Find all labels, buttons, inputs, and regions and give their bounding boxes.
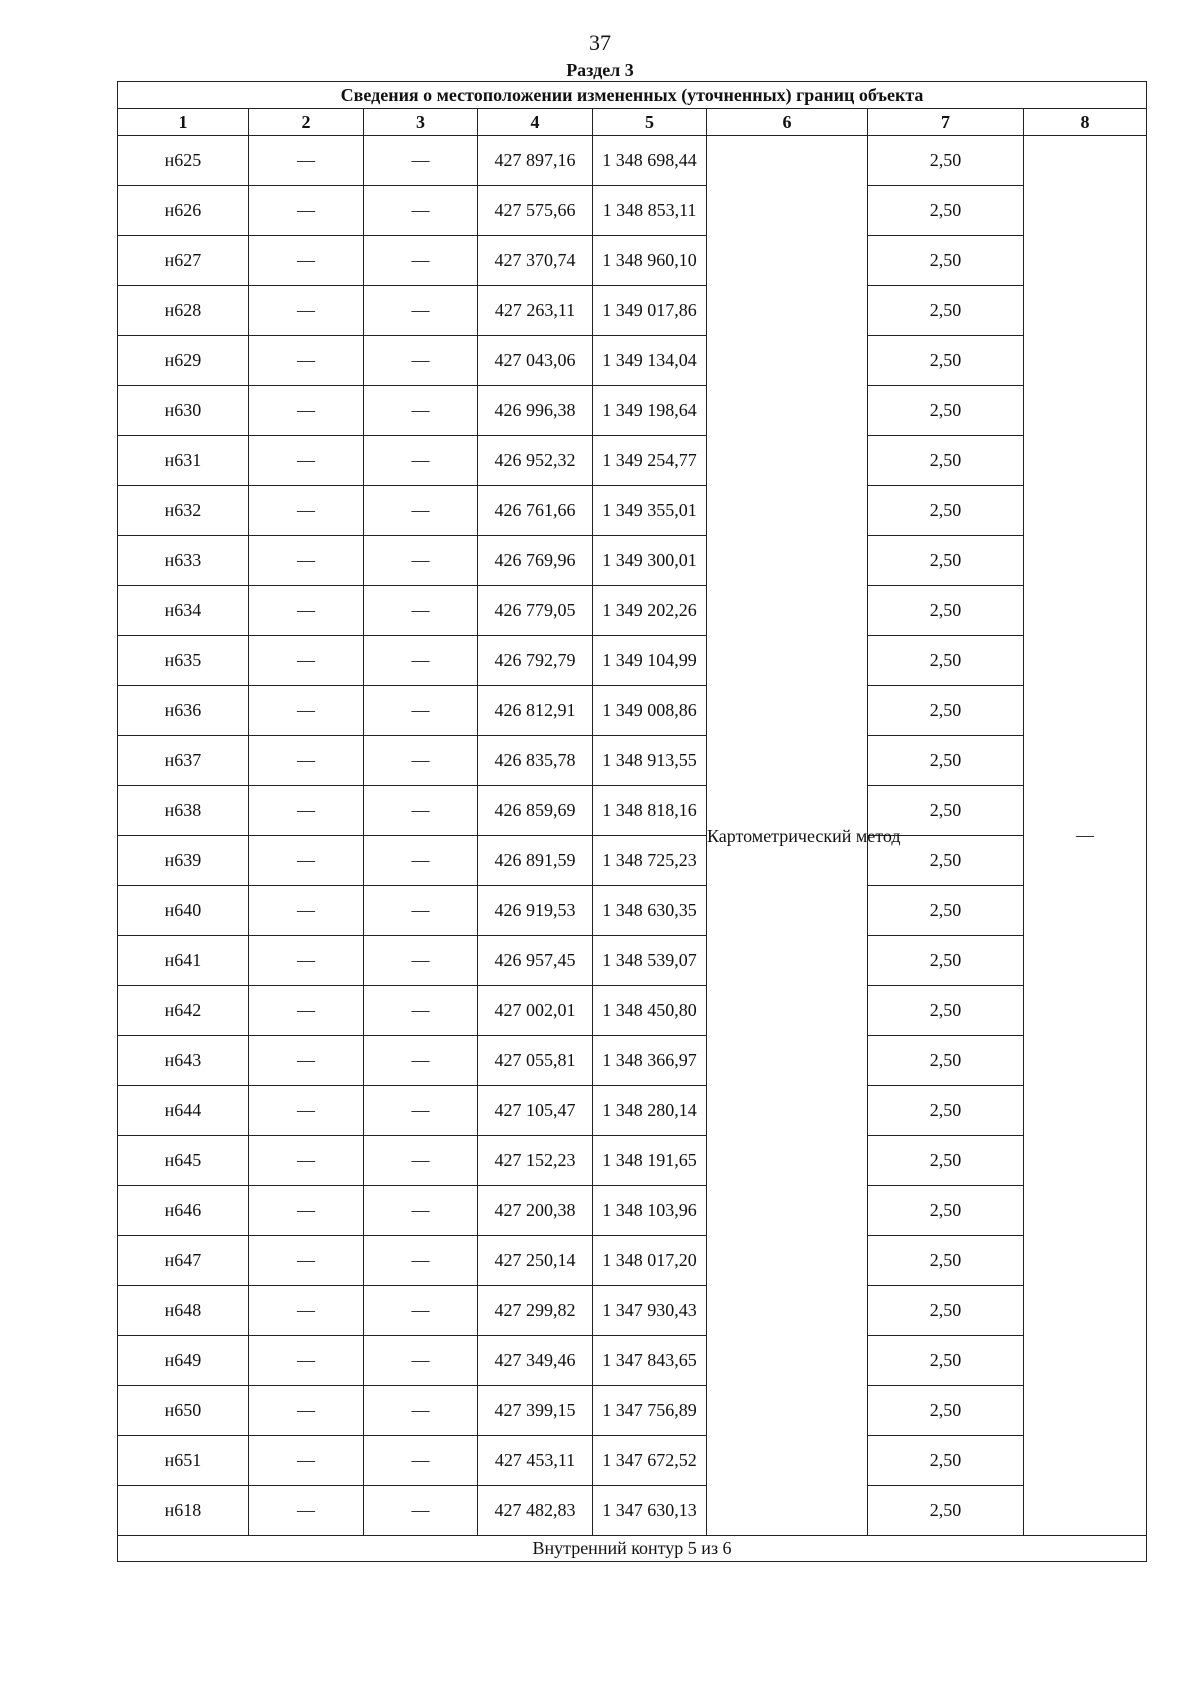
accuracy-cell: 2,50 — [868, 536, 1024, 586]
table-caption: Сведения о местоположении измененных (уточненных) границ объекта — [118, 82, 1147, 109]
y-coordinate-cell: 1 348 853,11 — [593, 186, 707, 236]
table-row — [118, 1286, 1147, 1336]
table-row — [118, 586, 1147, 636]
table-row — [118, 1136, 1147, 1186]
col2-cell: — — [249, 636, 364, 686]
y-coordinate-cell: 1 349 300,01 — [593, 536, 707, 586]
accuracy-cell: 2,50 — [868, 586, 1024, 636]
point-id-cell: н628 — [118, 286, 249, 336]
col2-cell: — — [249, 1486, 364, 1536]
point-id-cell: н634 — [118, 586, 249, 636]
col3-cell: — — [364, 186, 478, 236]
table-row — [118, 1436, 1147, 1486]
y-coordinate-cell: 1 348 539,07 — [593, 936, 707, 986]
col2-cell: — — [249, 536, 364, 586]
section-title: Раздел 3 — [566, 60, 634, 80]
col2-cell: — — [249, 136, 364, 186]
x-coordinate-cell: 427 152,23 — [478, 1136, 593, 1186]
accuracy-cell: 2,50 — [868, 1086, 1024, 1136]
x-coordinate-cell: 427 263,11 — [478, 286, 593, 336]
point-id-cell: н647 — [118, 1236, 249, 1286]
x-coordinate-cell: 426 769,96 — [478, 536, 593, 586]
y-coordinate-cell: 1 349 198,64 — [593, 386, 707, 436]
point-id-cell: н648 — [118, 1286, 249, 1336]
accuracy-cell: 2,50 — [868, 1136, 1024, 1186]
col2-cell: — — [249, 936, 364, 986]
col3-cell: — — [364, 336, 478, 386]
table-row — [118, 936, 1147, 986]
table-row — [118, 286, 1147, 336]
point-id-cell: н643 — [118, 1036, 249, 1086]
col2-cell: — — [249, 1386, 364, 1436]
y-coordinate-cell: 1 349 104,99 — [593, 636, 707, 686]
col2-cell: — — [249, 586, 364, 636]
x-coordinate-cell: 427 043,06 — [478, 336, 593, 386]
y-coordinate-cell: 1 347 930,43 — [593, 1286, 707, 1336]
y-coordinate-cell: 1 349 008,86 — [593, 686, 707, 736]
table-row — [118, 386, 1147, 436]
y-coordinate-cell: 1 347 630,13 — [593, 1486, 707, 1536]
y-coordinate-cell: 1 348 913,55 — [593, 736, 707, 786]
col3-cell: — — [364, 936, 478, 986]
accuracy-cell: 2,50 — [868, 686, 1024, 736]
table-row — [118, 736, 1147, 786]
table-row — [118, 686, 1147, 736]
col2-cell: — — [249, 486, 364, 536]
point-id-cell: н625 — [118, 136, 249, 186]
point-id-cell: н642 — [118, 986, 249, 1036]
col3-cell: — — [364, 836, 478, 886]
table-row — [118, 186, 1147, 236]
x-coordinate-cell: 427 399,15 — [478, 1386, 593, 1436]
col3-cell: — — [364, 1386, 478, 1436]
point-id-cell: н635 — [118, 636, 249, 686]
y-coordinate-cell: 1 348 630,35 — [593, 886, 707, 936]
point-id-cell: н639 — [118, 836, 249, 886]
table-row — [118, 636, 1147, 686]
x-coordinate-cell: 427 105,47 — [478, 1086, 593, 1136]
col2-cell: — — [249, 1236, 364, 1286]
x-coordinate-cell: 427 055,81 — [478, 1036, 593, 1086]
coordinates-table — [117, 81, 1147, 1562]
point-id-cell: н651 — [118, 1436, 249, 1486]
accuracy-cell: 2,50 — [868, 236, 1024, 286]
col2-cell: — — [249, 1336, 364, 1386]
col3-cell: — — [364, 786, 478, 836]
col3-cell: — — [364, 386, 478, 436]
table-row — [118, 1186, 1147, 1236]
accuracy-cell: 2,50 — [868, 1386, 1024, 1436]
accuracy-cell: 2,50 — [868, 886, 1024, 936]
table-row — [118, 1486, 1147, 1536]
point-id-cell: н626 — [118, 186, 249, 236]
table-row — [118, 1036, 1147, 1086]
x-coordinate-cell: 426 779,05 — [478, 586, 593, 636]
accuracy-cell: 2,50 — [868, 1036, 1024, 1086]
column-header: 8 — [1024, 109, 1147, 136]
x-coordinate-cell: 426 859,69 — [478, 786, 593, 836]
x-coordinate-cell: 426 792,79 — [478, 636, 593, 686]
point-id-cell: н618 — [118, 1486, 249, 1536]
x-coordinate-cell: 427 575,66 — [478, 186, 593, 236]
col2-cell: — — [249, 836, 364, 886]
x-coordinate-cell: 427 453,11 — [478, 1436, 593, 1486]
x-coordinate-cell: 426 919,53 — [478, 886, 593, 936]
col3-cell: — — [364, 686, 478, 736]
y-coordinate-cell: 1 349 355,01 — [593, 486, 707, 536]
y-coordinate-cell: 1 348 960,10 — [593, 236, 707, 286]
y-coordinate-cell: 1 348 725,23 — [593, 836, 707, 886]
y-coordinate-cell: 1 347 756,89 — [593, 1386, 707, 1436]
x-coordinate-cell: 427 482,83 — [478, 1486, 593, 1536]
col3-cell: — — [364, 486, 478, 536]
method-cell: Картометрический метод — [707, 136, 868, 1536]
col3-cell: — — [364, 1236, 478, 1286]
table-row — [118, 886, 1147, 936]
column-header: 2 — [249, 109, 364, 136]
col3-cell: — — [364, 986, 478, 1036]
accuracy-cell: 2,50 — [868, 286, 1024, 336]
table-row — [118, 336, 1147, 386]
col3-cell: — — [364, 436, 478, 486]
y-coordinate-cell: 1 348 280,14 — [593, 1086, 707, 1136]
col2-cell: — — [249, 886, 364, 936]
table-row — [118, 1086, 1147, 1136]
x-coordinate-cell: 427 200,38 — [478, 1186, 593, 1236]
point-id-cell: н644 — [118, 1086, 249, 1136]
y-coordinate-cell: 1 347 843,65 — [593, 1336, 707, 1386]
x-coordinate-cell: 426 952,32 — [478, 436, 593, 486]
col3-cell: — — [364, 136, 478, 186]
accuracy-cell: 2,50 — [868, 1186, 1024, 1236]
table-row — [118, 1386, 1147, 1436]
x-coordinate-cell: 426 891,59 — [478, 836, 593, 886]
x-coordinate-cell: 426 812,91 — [478, 686, 593, 736]
y-coordinate-cell: 1 347 672,52 — [593, 1436, 707, 1486]
accuracy-cell: 2,50 — [868, 836, 1024, 886]
point-id-cell: н631 — [118, 436, 249, 486]
table-row — [118, 1336, 1147, 1386]
point-id-cell: н627 — [118, 236, 249, 286]
column-header: 6 — [707, 109, 868, 136]
table-row — [118, 786, 1147, 836]
x-coordinate-cell: 426 996,38 — [478, 386, 593, 436]
accuracy-cell: 2,50 — [868, 1486, 1024, 1536]
col8-cell: — — [1024, 136, 1147, 1536]
y-coordinate-cell: 1 348 191,65 — [593, 1136, 707, 1186]
col2-cell: — — [249, 736, 364, 786]
y-coordinate-cell: 1 348 017,20 — [593, 1236, 707, 1286]
accuracy-cell: 2,50 — [868, 1286, 1024, 1336]
point-id-cell: н641 — [118, 936, 249, 986]
x-coordinate-cell: 427 349,46 — [478, 1336, 593, 1386]
col2-cell: — — [249, 1136, 364, 1186]
col2-cell: — — [249, 286, 364, 336]
accuracy-cell: 2,50 — [868, 136, 1024, 186]
column-header: 3 — [364, 109, 478, 136]
point-id-cell: н649 — [118, 1336, 249, 1386]
col3-cell: — — [364, 1036, 478, 1086]
x-coordinate-cell: 427 250,14 — [478, 1236, 593, 1286]
y-coordinate-cell: 1 349 254,77 — [593, 436, 707, 486]
point-id-cell: н636 — [118, 686, 249, 736]
col2-cell: — — [249, 386, 364, 436]
table-row — [118, 436, 1147, 486]
table-row — [118, 236, 1147, 286]
accuracy-cell: 2,50 — [868, 336, 1024, 386]
column-header: 7 — [868, 109, 1024, 136]
x-coordinate-cell: 427 897,16 — [478, 136, 593, 186]
point-id-cell: н637 — [118, 736, 249, 786]
accuracy-cell: 2,50 — [868, 736, 1024, 786]
table-row — [118, 136, 1147, 186]
col3-cell: — — [364, 1286, 478, 1336]
col2-cell: — — [249, 1436, 364, 1486]
table-row — [118, 536, 1147, 586]
col2-cell: — — [249, 986, 364, 1036]
accuracy-cell: 2,50 — [868, 186, 1024, 236]
y-coordinate-cell: 1 349 017,86 — [593, 286, 707, 336]
col3-cell: — — [364, 1186, 478, 1236]
point-id-cell: н629 — [118, 336, 249, 386]
x-coordinate-cell: 427 299,82 — [478, 1286, 593, 1336]
point-id-cell: н646 — [118, 1186, 249, 1236]
y-coordinate-cell: 1 348 698,44 — [593, 136, 707, 186]
point-id-cell: н640 — [118, 886, 249, 936]
y-coordinate-cell: 1 348 818,16 — [593, 786, 707, 836]
accuracy-cell: 2,50 — [868, 936, 1024, 986]
x-coordinate-cell: 426 835,78 — [478, 736, 593, 786]
col3-cell: — — [364, 1486, 478, 1536]
column-header: 5 — [593, 109, 707, 136]
y-coordinate-cell: 1 348 366,97 — [593, 1036, 707, 1086]
y-coordinate-cell: 1 349 134,04 — [593, 336, 707, 386]
accuracy-cell: 2,50 — [868, 386, 1024, 436]
col3-cell: — — [364, 236, 478, 286]
x-coordinate-cell: 426 957,45 — [478, 936, 593, 986]
point-id-cell: н633 — [118, 536, 249, 586]
col3-cell: — — [364, 736, 478, 786]
col2-cell: — — [249, 336, 364, 386]
col2-cell: — — [249, 1086, 364, 1136]
accuracy-cell: 2,50 — [868, 1436, 1024, 1486]
y-coordinate-cell: 1 349 202,26 — [593, 586, 707, 636]
col2-cell: — — [249, 1186, 364, 1236]
col2-cell: — — [249, 186, 364, 236]
accuracy-cell: 2,50 — [868, 636, 1024, 686]
column-header-row — [118, 109, 1147, 136]
x-coordinate-cell: 427 370,74 — [478, 236, 593, 286]
table-row — [118, 1236, 1147, 1286]
col3-cell: — — [364, 586, 478, 636]
point-id-cell: н638 — [118, 786, 249, 836]
col3-cell: — — [364, 1436, 478, 1486]
col3-cell: — — [364, 1136, 478, 1186]
column-header: 1 — [118, 109, 249, 136]
y-coordinate-cell: 1 348 103,96 — [593, 1186, 707, 1236]
col3-cell: — — [364, 1336, 478, 1386]
accuracy-cell: 2,50 — [868, 1336, 1024, 1386]
table-row — [118, 986, 1147, 1036]
point-id-cell: н650 — [118, 1386, 249, 1436]
table-footer: Внутренний контур 5 из 6 — [118, 1536, 1147, 1562]
x-coordinate-cell: 427 002,01 — [478, 986, 593, 1036]
accuracy-cell: 2,50 — [868, 1236, 1024, 1286]
point-id-cell: н632 — [118, 486, 249, 536]
col2-cell: — — [249, 1036, 364, 1086]
table-row — [118, 486, 1147, 536]
col3-cell: — — [364, 886, 478, 936]
point-id-cell: н645 — [118, 1136, 249, 1186]
table-body — [118, 136, 1147, 1536]
col2-cell: — — [249, 1286, 364, 1336]
point-id-cell: н630 — [118, 386, 249, 436]
accuracy-cell: 2,50 — [868, 986, 1024, 1036]
col3-cell: — — [364, 1086, 478, 1136]
col2-cell: — — [249, 236, 364, 286]
y-coordinate-cell: 1 348 450,80 — [593, 986, 707, 1036]
col2-cell: — — [249, 786, 364, 836]
col3-cell: — — [364, 286, 478, 336]
col3-cell: — — [364, 536, 478, 586]
col2-cell: — — [249, 436, 364, 486]
page-number: 37 — [589, 30, 611, 55]
table-row — [118, 836, 1147, 886]
accuracy-cell: 2,50 — [868, 486, 1024, 536]
x-coordinate-cell: 426 761,66 — [478, 486, 593, 536]
col3-cell: — — [364, 636, 478, 686]
col2-cell: — — [249, 686, 364, 736]
accuracy-cell: 2,50 — [868, 436, 1024, 486]
accuracy-cell: 2,50 — [868, 786, 1024, 836]
column-header: 4 — [478, 109, 593, 136]
